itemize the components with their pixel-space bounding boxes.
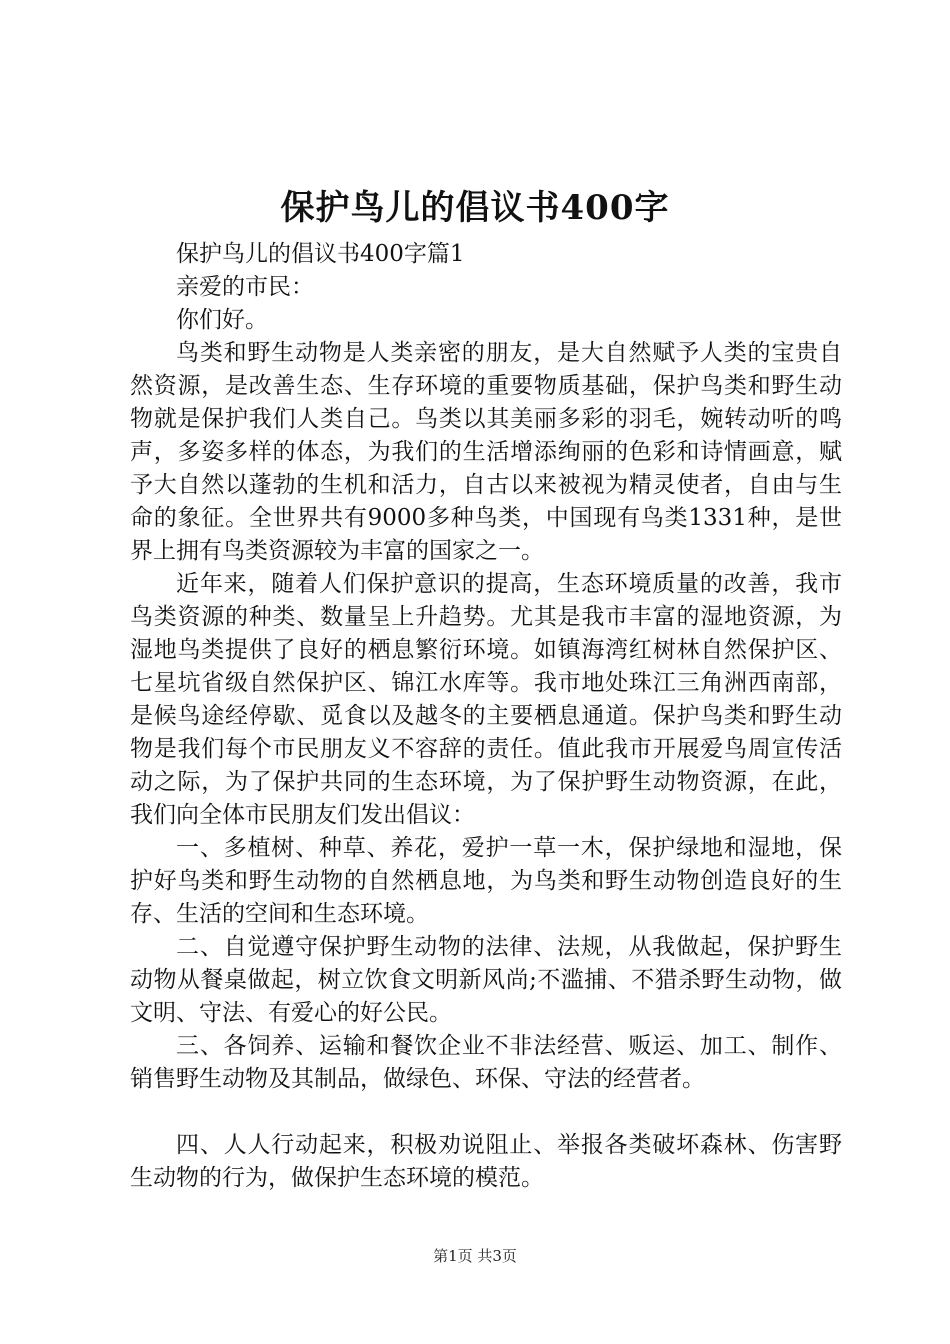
body-paragraph-background: 近年来，随着人们保护意识的提高，生态环境质量的改善，我市鸟类资源的种类、数量呈上升趋势。尤其是我市丰富的湿地资源，为湿地鸟类提供了良好的栖息繁衍环境。如镇海湾红树林自然保护区、七星坑省级自然保护区、锦江水库等。我市地处珠江三角洲西南部，是候鸟途经停歇、觅食以及越冬的主要栖息通道。保护鸟类和野生动物是我们每个市民朋友义不容辞的责任。值此我市开展爱鸟周宣传活动之际，为了保护共同的生态环境，为了保护野生动物资源，在此，我们向全体市民朋友们发出倡议：	[130, 571, 842, 828]
document-title: 保护鸟儿的倡议书400字	[280, 188, 670, 228]
proposal-item-2: 二、自觉遵守保护野生动物的法律、法规，从我做起，保护野生动物从餐桌做起，树立饮食文明新风尚;不滥捕、不猎杀野生动物，做文明、守法、有爱心的好公民。	[130, 934, 842, 1026]
body-paragraph-intro: 鸟类和野生动物是人类亲密的朋友，是大自然赋予人类的宝贵自然资源，是改善生态、生存环境的重要物质基础，保护鸟类和野生动物就是保护我们人类自己。鸟类以其美丽多彩的羽毛，婉转动听的鸣声，多姿多样的体态，为我们的生活增添绚丽的色彩和诗情画意，赋予大自然以蓬勃的生机和活力，自古以来被视为精灵使者，自由与生命的象征。全世界共有9000多种鸟类，中国现有鸟类1331种，是世界上拥有鸟类资源较为丰富的国家之一。	[130, 340, 842, 564]
proposal-item-4: 四、人人行动起来，积极劝说阻止、举报各类破坏森林、伤害野生动物的行为，做保护生态环境的模范。	[130, 1132, 842, 1191]
section-heading: 保护鸟儿的倡议书400字篇1	[176, 241, 465, 267]
proposal-item-3: 三、各饲养、运输和餐饮企业不非法经营、贩运、加工、制作、销售野生动物及其制品，做绿色、环保、守法的经营者。	[130, 1033, 842, 1092]
greeting: 你们好。	[176, 307, 268, 333]
proposal-item-1: 一、多植树、种草、养花，爱护一草一木，保护绿地和湿地，保护好鸟类和野生动物的自然栖息地，为鸟类和野生动物创造良好的生存、生活的空间和生态环境。	[130, 835, 842, 927]
salutation: 亲爱的市民：	[176, 274, 314, 300]
page-footer: 第1页 共3页	[433, 1247, 517, 1265]
document-body	[130, 238, 842, 1195]
